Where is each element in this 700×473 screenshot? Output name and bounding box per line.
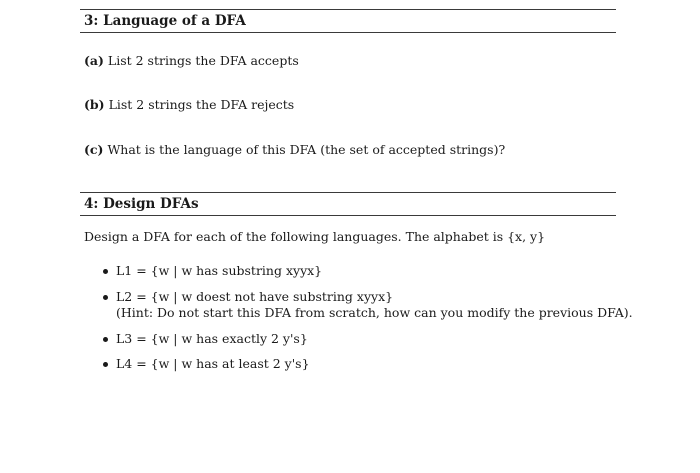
language-item-4: [104, 356, 310, 371]
language-item-2-text: L2 = {w | w doest not have substring xyyx}: [116, 289, 394, 304]
bullet-icon: [103, 362, 108, 367]
section4-bottom-rule: [80, 215, 616, 216]
section3-bottom-rule: [80, 32, 616, 33]
question-3a-label: (a): [84, 53, 104, 68]
language-item-2-hint: (Hint: Do not start this DFA from scratch, how can you modify the previous DFA).: [116, 305, 633, 320]
question-3b-text: List 2 strings the DFA rejects: [108, 97, 295, 112]
language-item-4-text: L4 = {w | w has at least 2 y's}: [116, 356, 310, 371]
bullet-icon: [103, 295, 108, 300]
section3-title: 3: Language of a DFA: [84, 13, 246, 29]
question-3c-text: What is the language of this DFA (the set of accepted strings)?: [107, 142, 506, 157]
bullet-icon: [103, 337, 108, 342]
section4-top-rule: [80, 192, 616, 193]
question-3a-text: List 2 strings the DFA accepts: [107, 53, 299, 68]
language-item-1: [104, 263, 322, 278]
question-3a: [84, 53, 299, 68]
language-item-3-text: L3 = {w | w has exactly 2 y's}: [116, 331, 308, 346]
section4-intro: Design a DFA for each of the following languages. The alphabet is {x, y}: [84, 229, 546, 244]
language-item-1-text: L1 = {w | w has substring xyyx}: [116, 263, 323, 278]
bullet-icon: [103, 269, 108, 274]
section3-top-rule: [80, 9, 616, 10]
language-item-2: [104, 289, 393, 304]
language-item-3: [104, 331, 308, 346]
question-3b-label: (b): [84, 97, 105, 112]
section4-title: 4: Design DFAs: [84, 196, 199, 212]
question-3c-label: (c): [84, 142, 104, 157]
question-3c: [84, 142, 505, 157]
question-3b: [84, 97, 294, 112]
